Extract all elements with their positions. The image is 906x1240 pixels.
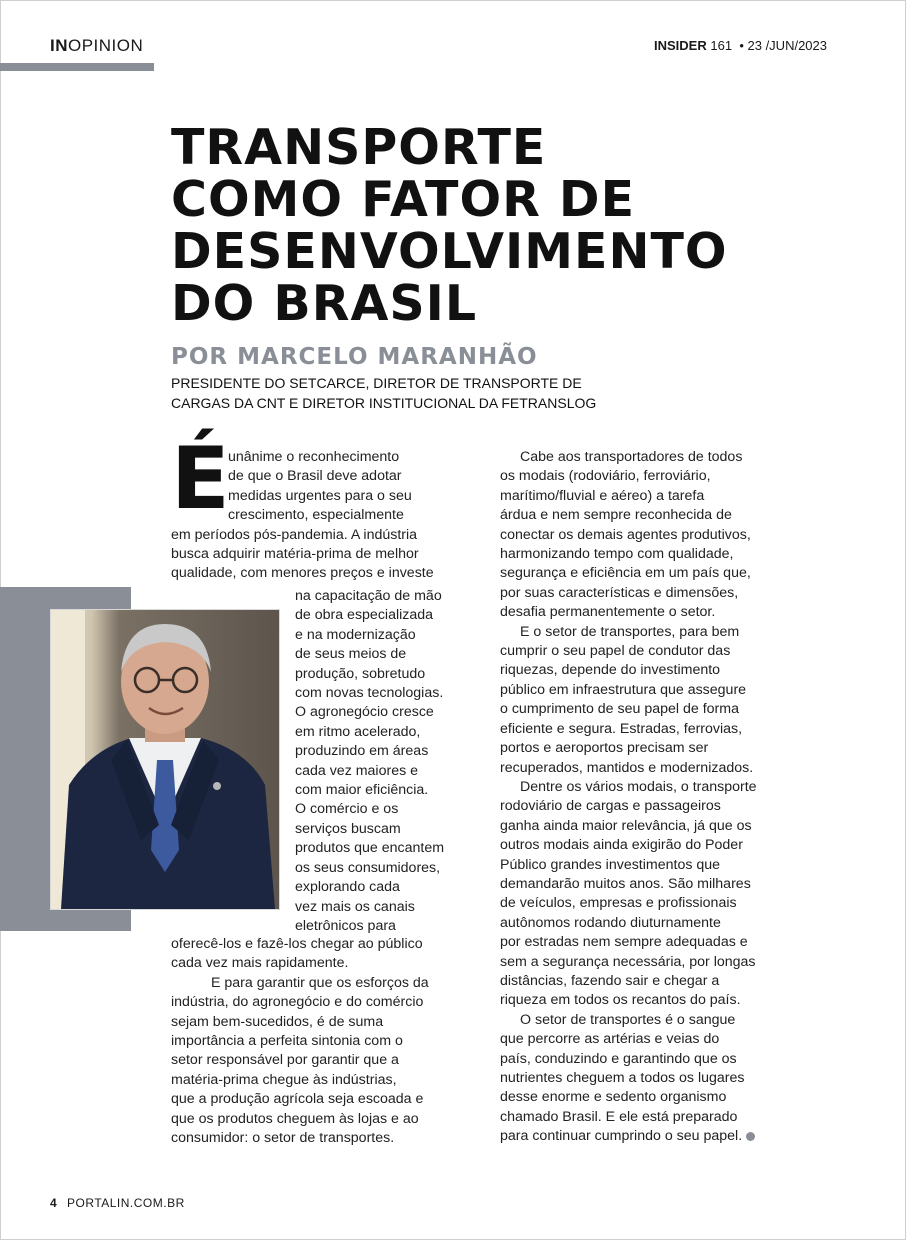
- text-line: país, conduzindo e garantindo que os: [500, 1050, 737, 1067]
- text-line: com maior eficiência.: [295, 782, 429, 799]
- article-title: [171, 119, 771, 332]
- title-line: COMO FATOR DE: [171, 171, 636, 228]
- text-line: autônomos rodando diuturnamente: [500, 914, 721, 931]
- text-line: O comércio e os: [295, 801, 399, 818]
- page-number: 4: [50, 1196, 58, 1210]
- text-line: E o setor de transportes, para bem: [520, 623, 740, 640]
- section-label-bold: IN: [50, 36, 68, 55]
- text-line: eficiente e segura. Estradas, ferrovias,: [500, 720, 743, 737]
- text-line: por estradas nem sempre adequadas e: [500, 934, 748, 951]
- issue-separator: •: [739, 38, 744, 53]
- text-line: Dentre os vários modais, o transporte: [520, 778, 757, 795]
- text-line: Público grandes investimentos que: [500, 856, 721, 873]
- text-line: portos e aeroportos precisam ser: [500, 740, 709, 757]
- text-line: qualidade, com menores preços e investe: [171, 565, 434, 582]
- magazine-name: INSIDER: [654, 38, 707, 53]
- text-line: conectar os demais agentes produtivos,: [500, 526, 751, 543]
- text-line: de seus meios de: [295, 646, 407, 663]
- text-line: nutrientes cheguem a todos os lugares: [500, 1070, 745, 1086]
- text-line: produtos que encantem: [295, 840, 445, 857]
- text-line: cumprir o seu papel de condutor das: [500, 643, 731, 660]
- text-line: que percorre as artérias e veias do: [500, 1031, 720, 1048]
- text-line: para continuar cumprindo o seu papel.: [500, 1128, 743, 1145]
- text-line: que a produção agrícola seja escoada e: [171, 1091, 424, 1108]
- issue-info: [654, 38, 827, 53]
- text-line: medidas urgentes para o seu: [228, 487, 412, 504]
- text-line: serviços buscam: [295, 820, 401, 837]
- text-line: e na modernização: [295, 626, 416, 643]
- text-line: o cumprimento de seu papel de forma: [500, 701, 739, 718]
- text-line: explorando cada: [295, 879, 400, 896]
- text-line: outros modais ainda exigirão do Poder: [500, 837, 743, 854]
- text-line: E para garantir que os esforços da: [211, 974, 429, 991]
- text-line: que os produtos cheguem às lojas e ao: [171, 1110, 419, 1127]
- text-line: recuperados, mantidos e modernizados.: [500, 759, 754, 776]
- title-line: DESENVOLVIMENTO: [171, 223, 728, 280]
- left-column-after-photo: [171, 935, 472, 1148]
- text-line: de que o Brasil deve adotar: [228, 468, 402, 485]
- text-line: de veículos, empresas e profissionais: [500, 895, 737, 912]
- text-line: em períodos pós-pandemia. A indústria: [171, 526, 418, 543]
- text-line: indústria, do agronegócio e do comércio: [171, 994, 424, 1011]
- page-footer: [50, 1196, 185, 1210]
- text-line: riquezas, depende do investimento: [500, 662, 721, 679]
- right-column: [500, 448, 790, 1147]
- left-column-full-lines: [171, 526, 472, 584]
- text-line: cada vez maiores e: [295, 762, 419, 779]
- text-line: desse enorme e sedento organismo: [500, 1089, 727, 1106]
- section-accent-bar: [0, 63, 154, 71]
- text-line: setor responsável por garantir que a: [171, 1052, 399, 1069]
- intro-lines: [228, 448, 478, 526]
- text-line: segurança e eficiência em um país que,: [500, 565, 751, 582]
- text-line: produzindo em áreas: [295, 743, 429, 760]
- text-line: em ritmo acelerado,: [295, 723, 421, 740]
- issue-date: 23 /JUN/2023: [747, 38, 827, 53]
- text-line: O agronegócio cresce: [295, 704, 434, 721]
- text-line: árdua e nem sempre reconhecida de: [500, 507, 732, 524]
- text-line: oferecê-los e fazê-los chegar ao público: [171, 936, 423, 952]
- text-line: desafia permanentemente o setor.: [500, 604, 716, 621]
- author-role-line: CARGAS DA CNT E DIRETOR INSTITUCIONAL DA FETRANSLOG: [171, 395, 597, 411]
- text-line: eletrônicos para: [295, 917, 396, 934]
- text-line: Cabe aos transportadores de todos: [520, 449, 743, 465]
- left-column-narrow-text: [295, 587, 475, 936]
- text-line: demandarão muitos anos. São milhares: [500, 875, 751, 892]
- text-line: matéria-prima chegue às indústrias,: [171, 1071, 397, 1088]
- text-line: sem a segurança necessária, por longas: [500, 953, 756, 970]
- text-line: os seus consumidores,: [295, 859, 441, 876]
- text-line: distâncias, fazendo sair e chegar a: [500, 972, 720, 989]
- drop-cap: É: [171, 429, 230, 529]
- issue-number: 161: [710, 38, 733, 53]
- text-line: sejam bem-sucedidos, é de suma: [171, 1013, 384, 1030]
- text-line: riqueza em todos os recantos do país.: [500, 992, 741, 1009]
- text-line: com novas tecnologias.: [295, 685, 444, 702]
- author-portrait-illustration: [51, 610, 279, 909]
- text-line: público em infraestrutura que assegure: [500, 681, 747, 698]
- text-line: harmonizando tempo com qualidade,: [500, 546, 734, 563]
- text-line: crescimento, especialmente: [228, 507, 404, 524]
- end-of-article-icon: [746, 1132, 755, 1141]
- section-label: [50, 36, 143, 56]
- text-line: rodoviário de cargas e passageiros: [500, 798, 721, 815]
- text-line: os modais (rodoviário, ferroviário,: [500, 468, 711, 485]
- section-label-rest: OPINION: [68, 36, 144, 55]
- text-line: por suas características e dimensões,: [500, 584, 739, 601]
- text-line: unânime o reconhecimento: [228, 449, 400, 465]
- text-line: cada vez mais rapidamente.: [171, 955, 349, 972]
- text-line: de obra especializada: [295, 607, 434, 624]
- text-line: produção, sobretudo: [295, 665, 426, 682]
- author-role: [171, 373, 651, 413]
- footer-site: PORTALIN.COM.BR: [67, 1196, 185, 1210]
- text-line: vez mais os canais: [295, 898, 415, 915]
- title-line: DO BRASIL: [171, 275, 478, 332]
- text-line: chamado Brasil. E ele está preparado: [500, 1108, 738, 1125]
- text-line: marítimo/fluvial e aéreo) a tarefa: [500, 487, 705, 504]
- text-line: busca adquirir matéria-prima de melhor: [171, 546, 419, 562]
- text-line: na capacitação de mão: [295, 588, 442, 604]
- text-line: importância a perfeita sintonia com o: [171, 1033, 403, 1050]
- text-line: consumidor: o setor de transportes.: [171, 1130, 395, 1147]
- author-photo: [50, 609, 280, 910]
- title-line: TRANSPORTE: [171, 119, 547, 176]
- author-role-line: PRESIDENTE DO SETCARCE, DIRETOR DE TRANSPORTE DE: [171, 375, 582, 391]
- author-byline: POR MARCELO MARANHÃO: [171, 344, 538, 370]
- text-line: ganha ainda maior relevância, já que os: [500, 817, 752, 834]
- text-line: O setor de transportes é o sangue: [520, 1011, 736, 1028]
- text-line-last: [500, 1127, 790, 1146]
